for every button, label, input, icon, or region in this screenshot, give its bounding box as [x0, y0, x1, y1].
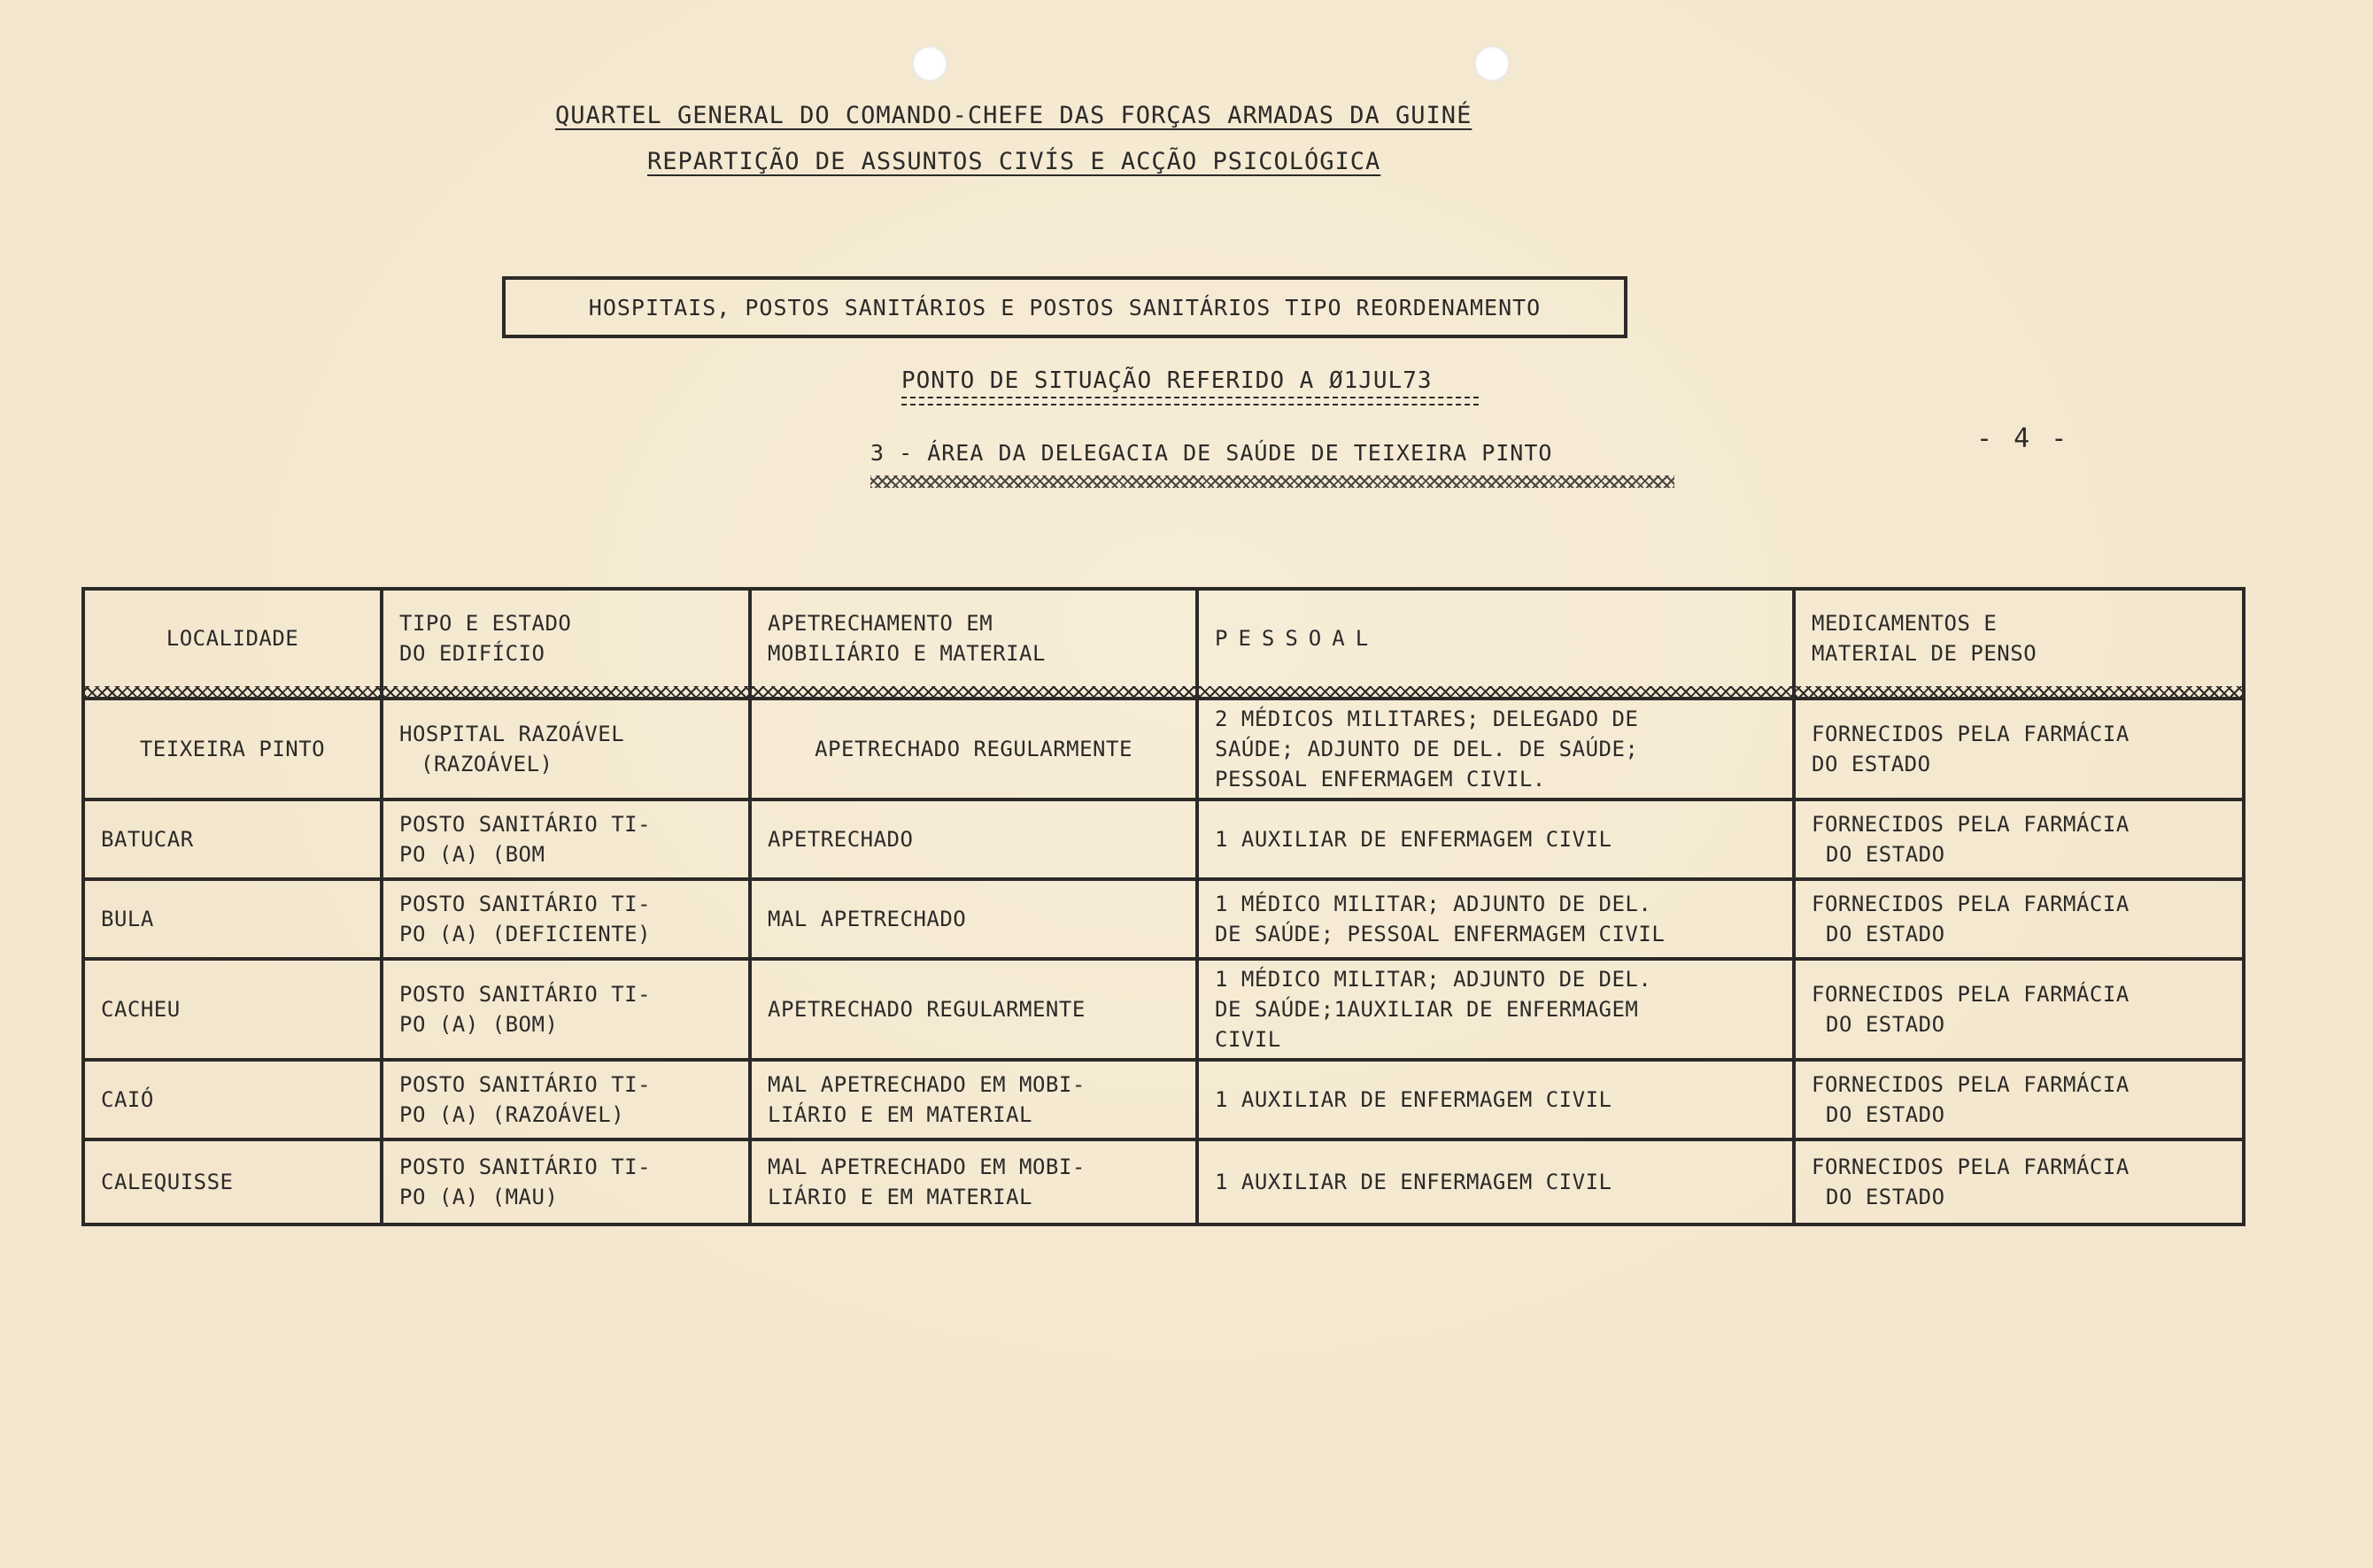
header-pessoal: PESSOAL: [1197, 589, 1794, 686]
cell-localidade: BATUCAR: [83, 799, 382, 879]
cell-medicamentos: FORNECIDOS PELA FARMÁCIA DO ESTADO: [1794, 699, 2244, 799]
cell-apetrechamento: MAL APETRECHADO: [750, 879, 1197, 959]
table-row: [83, 959, 2244, 1060]
header-tipo: TIPO E ESTADO DO EDIFÍCIO: [382, 589, 750, 686]
cell-tipo: POSTO SANITÁRIO TI- PO (A) (BOM: [382, 799, 750, 879]
cell-pessoal: 1 AUXILIAR DE ENFERMAGEM CIVIL: [1197, 1060, 1794, 1139]
cell-localidade: BULA: [83, 879, 382, 959]
cell-apetrechamento: APETRECHADO: [750, 799, 1197, 879]
cell-pessoal: 1 AUXILIAR DE ENFERMAGEM CIVIL: [1197, 799, 1794, 879]
cell-localidade: CAIÓ: [83, 1060, 382, 1139]
cell-localidade: CACHEU: [83, 959, 382, 1060]
cell-apetrechamento: MAL APETRECHADO EM MOBI- LIÁRIO E EM MATERIAL: [750, 1060, 1197, 1139]
header-line-1: QUARTEL GENERAL DO COMANDO-CHEFE DAS FORÇAS ARMADAS DA GUINÉ: [555, 102, 1472, 129]
cell-apetrechamento: MAL APETRECHADO EM MOBI- LIÁRIO E EM MATERIAL: [750, 1139, 1197, 1224]
cell-tipo: POSTO SANITÁRIO TI- PO (A) (BOM): [382, 959, 750, 1060]
cell-localidade: CALEQUISSE: [83, 1139, 382, 1224]
cell-pessoal: 2 MÉDICOS MILITARES; DELEGADO DE SAÚDE; ADJUNTO DE DEL. DE SAÚDE; PESSOAL ENFERMAGEM CIVIL.: [1197, 699, 1794, 799]
document-title: HOSPITAIS, POSTOS SANITÁRIOS E POSTOS SANITÁRIOS TIPO REORDENAMENTO: [588, 294, 1542, 321]
status-reference: PONTO DE SITUAÇÃO REFERIDO A Ø1JUL73: [901, 367, 1433, 394]
table-row: [83, 799, 2244, 879]
cell-medicamentos: FORNECIDOS PELA FARMÁCIA DO ESTADO: [1794, 799, 2244, 879]
punch-hole-right: [1474, 46, 1510, 81]
page-number: - 4 -: [1976, 423, 2070, 454]
cell-pessoal: 1 MÉDICO MILITAR; ADJUNTO DE DEL. DE SAÚDE;1AUXILIAR DE ENFERMAGEM CIVIL: [1197, 959, 1794, 1060]
table-row: [83, 699, 2244, 799]
cell-tipo: POSTO SANITÁRIO TI- PO (A) (DEFICIENTE): [382, 879, 750, 959]
cell-medicamentos: FORNECIDOS PELA FARMÁCIA DO ESTADO: [1794, 959, 2244, 1060]
cell-apetrechamento: APETRECHADO REGULARMENTE: [750, 699, 1197, 799]
status-underline: [901, 397, 1479, 406]
header-medicamentos: MEDICAMENTOS E MATERIAL DE PENSO: [1794, 589, 2244, 686]
document-title-box: [502, 276, 1627, 338]
punch-hole-left: [912, 46, 947, 81]
table-row: [83, 1060, 2244, 1139]
table-row: [83, 879, 2244, 959]
cell-pessoal: 1 AUXILIAR DE ENFERMAGEM CIVIL: [1197, 1139, 1794, 1224]
header-separator: [83, 686, 2244, 699]
cell-pessoal: 1 MÉDICO MILITAR; ADJUNTO DE DEL. DE SAÚDE; PESSOAL ENFERMAGEM CIVIL: [1197, 879, 1794, 959]
header-apetrechamento: APETRECHAMENTO EM MOBILIÁRIO E MATERIAL: [750, 589, 1197, 686]
cell-apetrechamento: APETRECHADO REGULARMENTE: [750, 959, 1197, 1060]
table-header-row: [83, 589, 2244, 686]
cell-medicamentos: FORNECIDOS PELA FARMÁCIA DO ESTADO: [1794, 879, 2244, 959]
cell-tipo: POSTO SANITÁRIO TI- PO (A) (RAZOÁVEL): [382, 1060, 750, 1139]
header-localidade: LOCALIDADE: [83, 589, 382, 686]
cell-tipo: POSTO SANITÁRIO TI- PO (A) (MAU): [382, 1139, 750, 1224]
cell-tipo: HOSPITAL RAZOÁVEL (RAZOÁVEL): [382, 699, 750, 799]
header-line-2: REPARTIÇÃO DE ASSUNTOS CIVÍS E ACÇÃO PSICOLÓGICA: [647, 148, 1381, 175]
cell-medicamentos: FORNECIDOS PELA FARMÁCIA DO ESTADO: [1794, 1139, 2244, 1224]
area-underline: [870, 475, 1674, 488]
cell-localidade: TEIXEIRA PINTO: [83, 699, 382, 799]
facilities-table: [81, 587, 2245, 1226]
table-row: [83, 1139, 2244, 1224]
area-heading: 3 - ÁREA DA DELEGACIA DE SAÚDE DE TEIXEIRA PINTO: [870, 440, 1553, 466]
cell-medicamentos: FORNECIDOS PELA FARMÁCIA DO ESTADO: [1794, 1060, 2244, 1139]
